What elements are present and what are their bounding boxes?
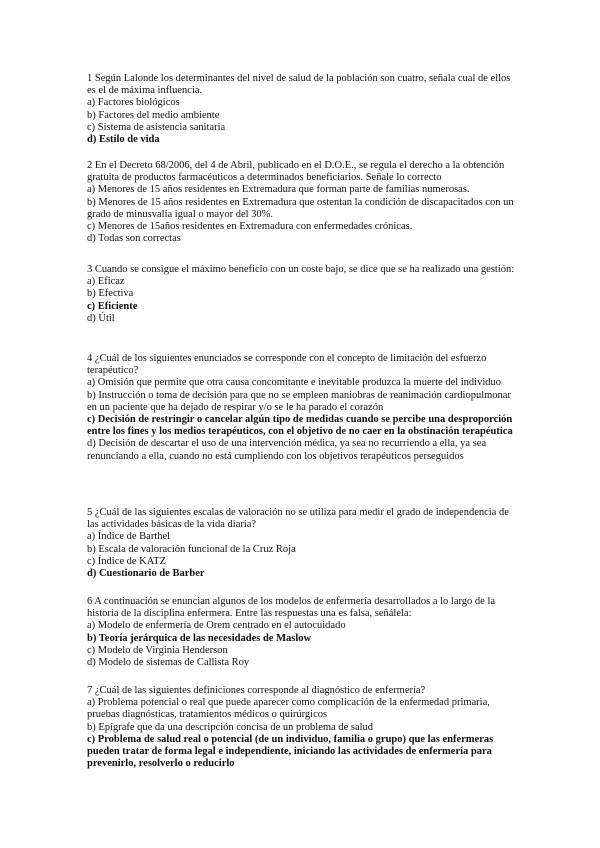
question-7 [87,685,519,770]
option-b: b) Menores de 15 años residentes en Extremadura que ostentan la condición de discapacitados con un grado de minusvalía igual o mayor del 30%. [87,196,514,220]
question-4 [87,353,519,463]
option-d: d) Modelo de sistemas de Callista Roy [87,657,250,669]
question-stem: 7 ¿Cuál de las siguientes definiciones corresponde al diagnóstico de enfermería? [87,685,426,696]
option-a: a) Factores biológicos [87,97,180,109]
option-a: a) Modelo de enfermería de Orem centrado en el autocuidado [87,620,346,632]
option-c: c) Sistema de asistencia sanitaria [87,121,226,133]
option-b: b) Instrucción o toma de decisión para que no se empleen maniobras de reanimación cardiopulmonar en un paciente que ha dejado de respirar y/o se le ha parado el corazón [87,389,511,413]
question-stem: 4 ¿Cuál de los siguientes enunciados se corresponde con el concepto de limitación del esfuerzo terapéutico? [87,353,487,377]
question-stem: 2 En el Decreto 68/2006, del 4 de Abril, publicado en el D.O.E., se regula el derecho a la obtención gratuita de productos farmacéuticos a determinados beneficiarios. Señale lo correcto [87,160,505,184]
option-b: b) Epígrafe que da una descripción concisa de un problema de salud [87,721,374,733]
question-stem: 3 Cuando se consigue el máximo beneficio con un coste bajo, se dice que se ha realizado una gestión: [87,264,515,275]
option-a: a) Menores de 15 años residentes en Extremadura que forman parte de familias numerosas. [87,184,470,196]
question-3 [87,264,519,325]
option-b: b) Factores del medio ambiente [87,109,220,121]
question-1 [87,73,519,146]
option-a: a) Omisión que permite que otra causa concomitante e inevitable produzca la muerte del individuo [87,377,502,389]
question-2 [87,160,519,245]
option-b: b) Efectiva [87,288,134,300]
option-d: d) Todas son correctas [87,233,181,245]
option-a: a) Eficaz [87,276,125,288]
option-c-correct: c) Eficiente [87,300,138,312]
option-b-correct: b) Teoría jerárquica de las necesidades de Maslow [87,632,312,644]
option-d-correct: d) Estilo de vida [87,134,160,146]
option-d: d) Decisión de descartar el uso de una intervención médica, ya sea no recurriendo a ella, ya sea renunciando a ella, cuando no está cumpliendo con los objetivos terapéuticos perseguidos [87,438,487,462]
option-a: a) Índice de Barthel [87,531,171,543]
option-c: c) Modelo de Virginia Henderson [87,644,228,656]
option-c: c) Índice de KATZ [87,555,167,567]
option-d-correct: d) Cuestionario de Barber [87,568,205,580]
option-d: d) Útil [87,312,115,324]
option-a: a) Problema potencial o real que puede aparecer como complicación de la enfermedad primaria, pruebas diagnósticas, tratamientos médicos o quirúrgicos [87,697,490,721]
question-stem: 1 Según Lalonde los determinantes del nivel de salud de la población son cuatro, señala cual de ellos es el de máxima influencia. [87,73,511,97]
option-b: b) Escala de valoración funcional de la Cruz Roja [87,543,296,555]
question-5 [87,507,519,580]
question-stem: 6 A continuación se enuncian algunos de los modelos de enfermería desarrollados a lo largo de la historia de la disciplina enfermera. Entre las respuestas una es falsa, señálela: [87,596,496,620]
option-c-correct: c) Problema de salud real o potencial (de un individuo, familia o grupo) que las enfermeras pueden tratar de forma legal e independiente, iniciando las actividades de enfermería para prevenirlo, resolverlo o reducirlo [87,733,494,770]
option-c: c) Menores de 15años residentes en Extremadura con enfermedades crónicas. [87,221,413,233]
option-c-correct: c) Decisión de restringir o cancelar algún tipo de medidas cuando se percibe una desproporción entre los fines y los medios terapéuticos, con el objetivo de no caer en la obstinación terapéutica [87,414,513,438]
question-6 [87,596,519,669]
question-stem: 5 ¿Cuál de las siguientes escalas de valoración no se utiliza para medir el grado de independencia de las actividades básicas de la vida diaria? [87,507,509,531]
